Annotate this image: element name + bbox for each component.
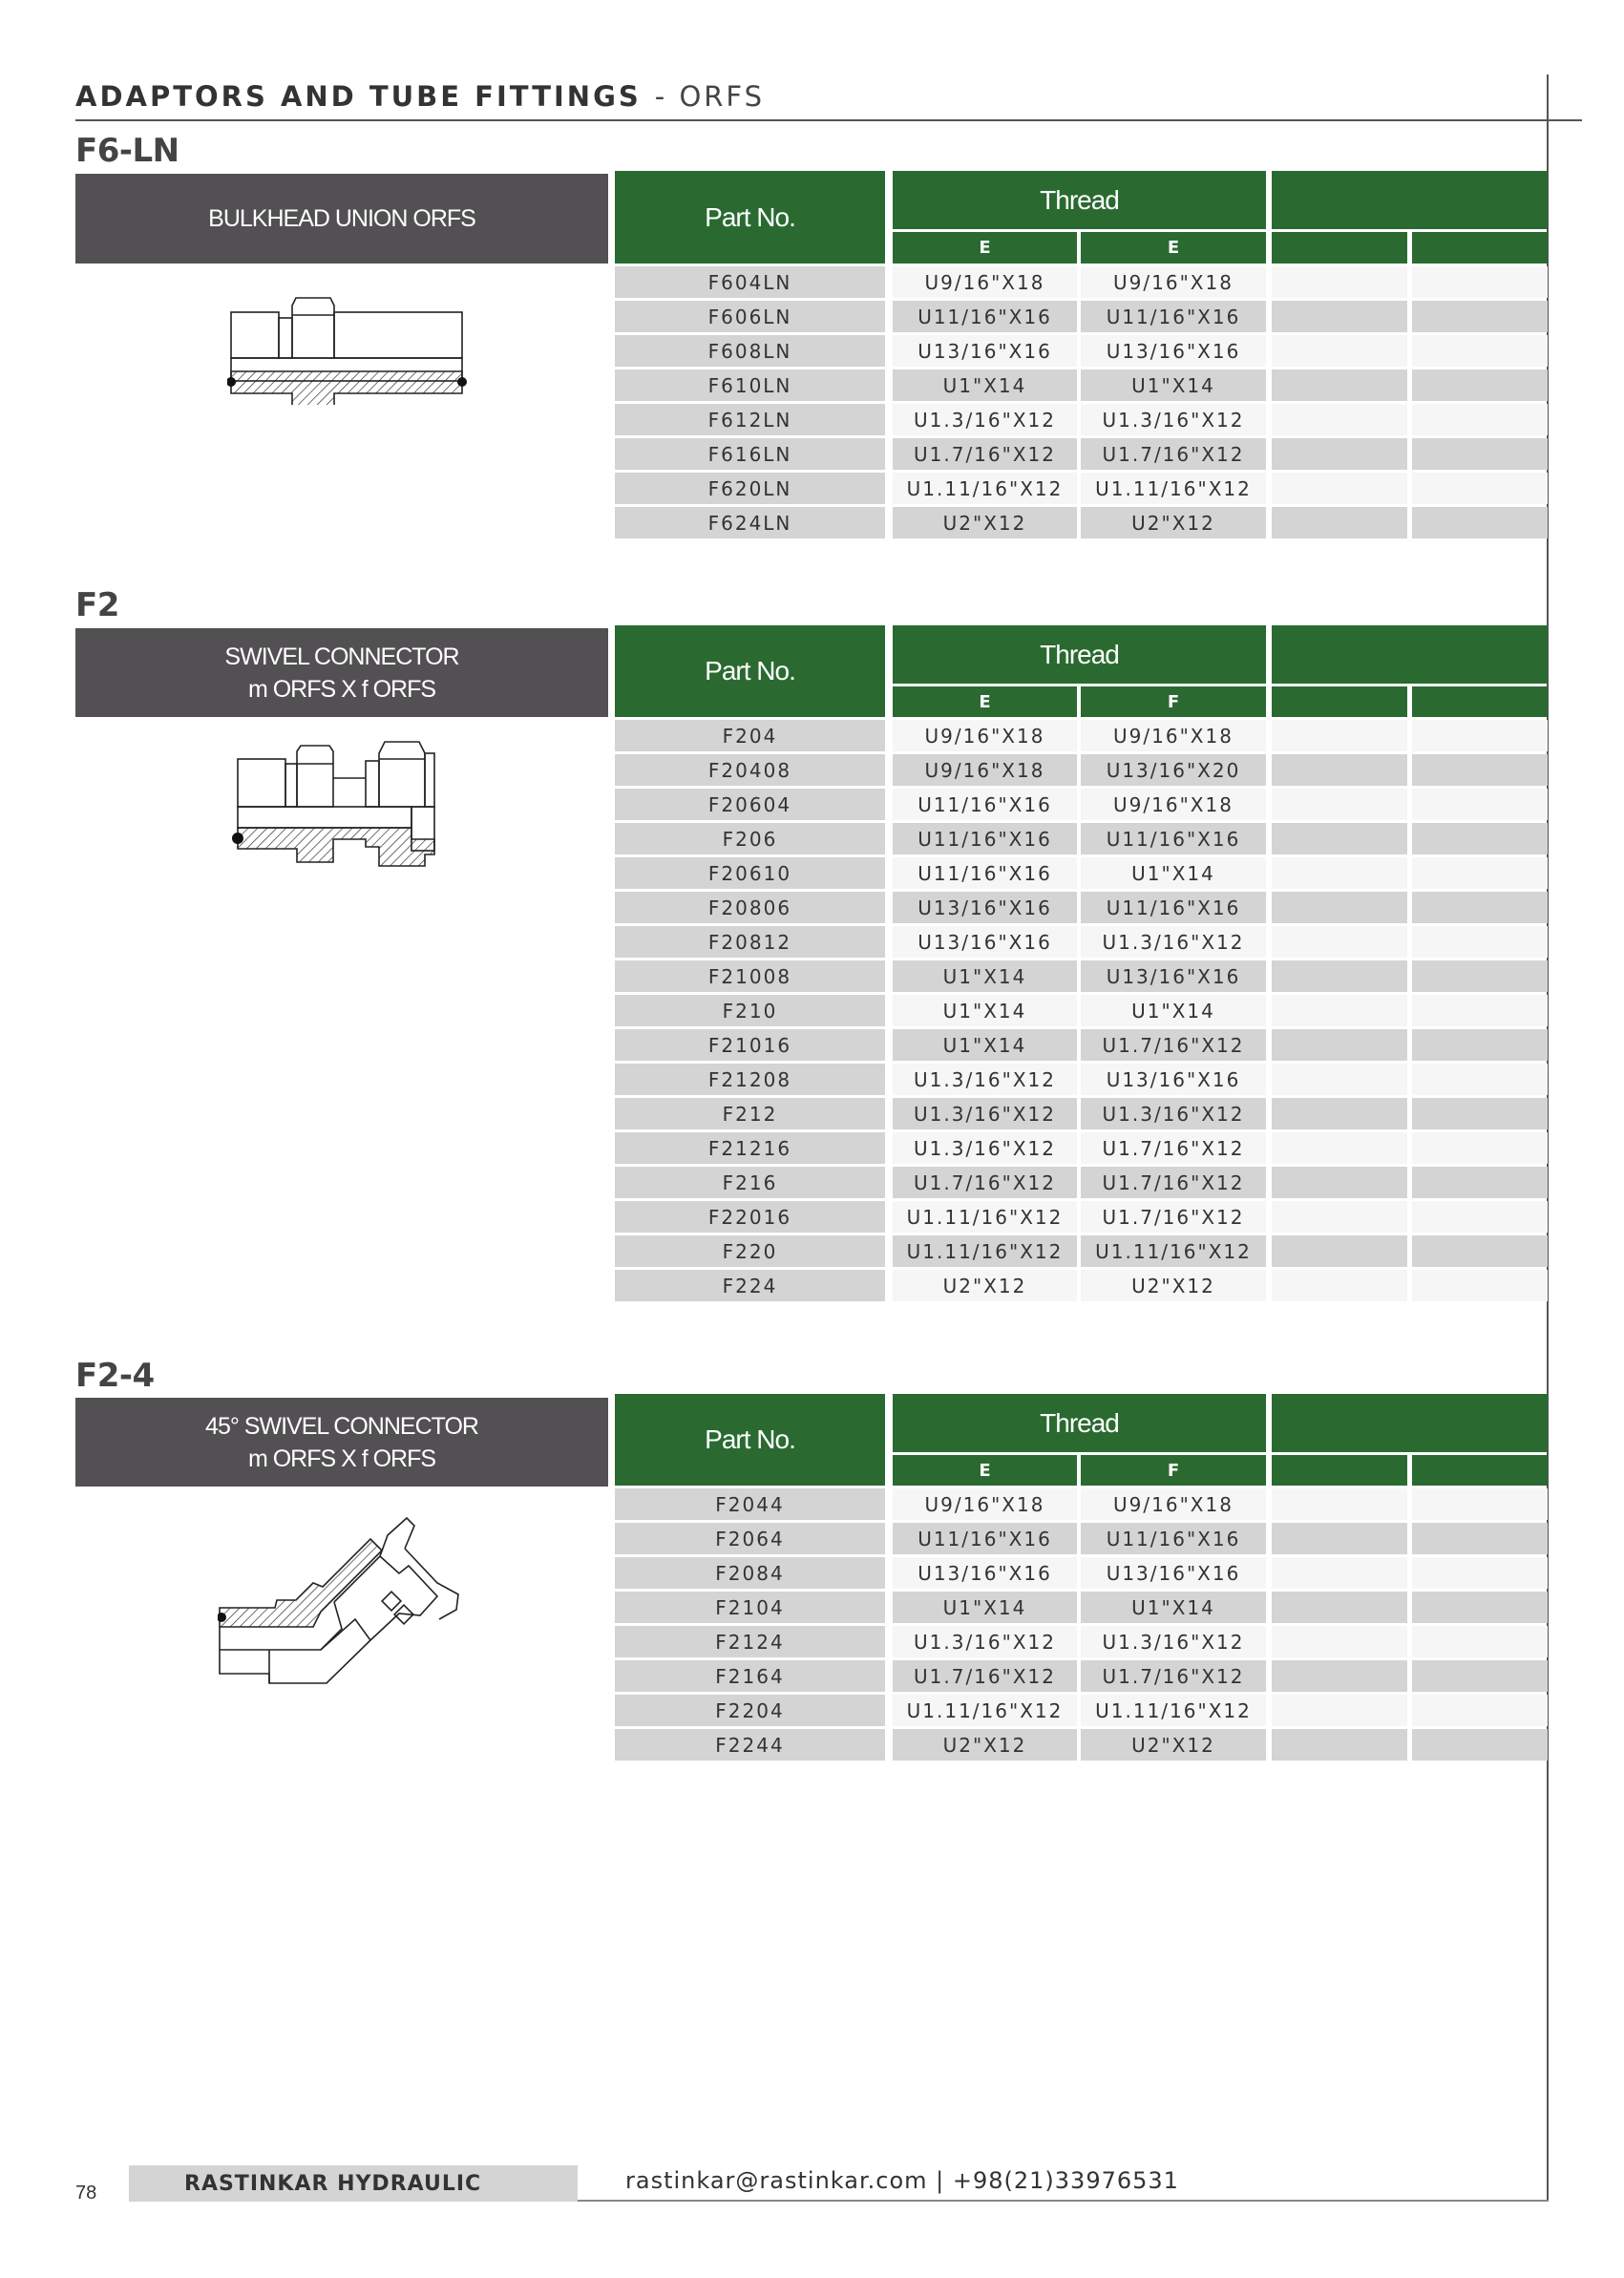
blank-sub-header — [1412, 686, 1548, 717]
table-row — [615, 404, 1548, 435]
table-row — [615, 438, 1548, 470]
thread-f-cell: U2"X12 — [1081, 507, 1266, 538]
table-row — [615, 301, 1548, 332]
part-number-cell: F20806 — [615, 892, 885, 923]
blank-cell — [1412, 1235, 1548, 1267]
blank-cell — [1412, 1557, 1548, 1589]
table-row — [615, 823, 1548, 854]
blank-cell — [1412, 995, 1548, 1026]
thread-e-cell: U13/16"X16 — [893, 926, 1077, 958]
part-number-cell: F620LN — [615, 473, 885, 504]
table-row — [615, 892, 1548, 923]
blank-cell — [1412, 789, 1548, 820]
page-subtitle: - ORFS — [654, 80, 766, 113]
thread-e-cell: U1.7/16"X12 — [893, 1167, 1077, 1198]
blank-cell — [1412, 1695, 1548, 1726]
thread-f-header: F — [1081, 686, 1266, 717]
blank-cell — [1412, 1029, 1548, 1061]
blank-cell — [1272, 1098, 1407, 1129]
thread-e-cell: U9/16"X18 — [893, 754, 1077, 786]
thread-e-cell: U1"X14 — [893, 1592, 1077, 1623]
blank-sub-header — [1272, 1455, 1407, 1486]
blank-cell — [1412, 1098, 1548, 1129]
thread-f-cell: U1.7/16"X12 — [1081, 438, 1266, 470]
blank-cell — [1272, 720, 1407, 751]
table-row — [615, 1592, 1548, 1623]
blank-cell — [1272, 438, 1407, 470]
table-row — [615, 1695, 1548, 1726]
thread-e-cell: U9/16"X18 — [893, 266, 1077, 298]
thread-f-cell: U1.3/16"X12 — [1081, 1626, 1266, 1657]
description-line: 45° SWIVEL CONNECTOR — [205, 1412, 478, 1440]
table-row — [615, 1167, 1548, 1198]
blank-cell — [1412, 1201, 1548, 1233]
part-number-cell: F20408 — [615, 754, 885, 786]
blank-cell — [1412, 1167, 1548, 1198]
table-row — [615, 754, 1548, 786]
blank-cell — [1412, 960, 1548, 992]
blank-cell — [1272, 823, 1407, 854]
section-title: F2 — [75, 586, 119, 624]
thread-e-cell: U1.11/16"X12 — [893, 473, 1077, 504]
blank-cell — [1272, 1270, 1407, 1301]
blank-cell — [1412, 1592, 1548, 1623]
thread-f-cell: U2"X12 — [1081, 1729, 1266, 1761]
blank-group-header — [1272, 171, 1548, 229]
thread-e-cell: U2"X12 — [893, 1270, 1077, 1301]
part-number-cell: F2104 — [615, 1592, 885, 1623]
thread-e-header: E — [893, 686, 1077, 717]
blank-cell — [1272, 1029, 1407, 1061]
blank-cell — [1412, 438, 1548, 470]
thread-e-cell: U13/16"X16 — [893, 1557, 1077, 1589]
blank-cell — [1272, 335, 1407, 367]
description-line: BULKHEAD UNION ORFS — [208, 205, 475, 232]
part-number-cell: F612LN — [615, 404, 885, 435]
page-number: 78 — [75, 2183, 97, 2204]
blank-cell — [1272, 1592, 1407, 1623]
blank-cell — [1272, 1132, 1407, 1164]
section-title: F2-4 — [75, 1357, 155, 1395]
blank-cell — [1272, 266, 1407, 298]
thread-e-header: E — [893, 232, 1077, 264]
part-number-cell: F2244 — [615, 1729, 885, 1761]
table-row — [615, 1201, 1548, 1233]
thread-f-cell: U1.7/16"X12 — [1081, 1132, 1266, 1164]
section-description — [75, 174, 608, 264]
thread-e-cell: U1"X14 — [893, 960, 1077, 992]
part-number-cell: F224 — [615, 1270, 885, 1301]
blank-cell — [1272, 926, 1407, 958]
part-number-cell: F204 — [615, 720, 885, 751]
thread-e-cell: U1.11/16"X12 — [893, 1201, 1077, 1233]
part-number-cell: F216 — [615, 1167, 885, 1198]
blank-cell — [1272, 404, 1407, 435]
thread-f-cell: U1.7/16"X12 — [1081, 1201, 1266, 1233]
table-row — [615, 1064, 1548, 1095]
thread-f-cell: U9/16"X18 — [1081, 789, 1266, 820]
blank-cell — [1272, 892, 1407, 923]
section-description — [75, 1398, 608, 1487]
blank-cell — [1412, 266, 1548, 298]
thread-header: Thread — [893, 625, 1266, 684]
blank-cell — [1412, 473, 1548, 504]
header-divider — [75, 119, 1582, 121]
table-row — [615, 1626, 1548, 1657]
swivel-connector-drawing-icon — [232, 740, 453, 868]
bulkhead-union-drawing-icon — [227, 286, 468, 405]
blank-cell — [1412, 1270, 1548, 1301]
footer-contact: rastinkar@rastinkar.com | +98(21)33976531 — [625, 2167, 1179, 2194]
part-no-header: Part No. — [615, 171, 885, 264]
blank-group-header — [1272, 1394, 1548, 1452]
blank-cell — [1412, 1523, 1548, 1554]
blank-cell — [1272, 1729, 1407, 1761]
thread-e-cell: U1"X14 — [893, 369, 1077, 401]
part-no-header: Part No. — [615, 1394, 885, 1486]
thread-f-cell: U9/16"X18 — [1081, 266, 1266, 298]
table-row — [615, 857, 1548, 889]
part-number-cell: F220 — [615, 1235, 885, 1267]
thread-f-cell: U9/16"X18 — [1081, 720, 1266, 751]
blank-cell — [1412, 1488, 1548, 1520]
table-row — [615, 1488, 1548, 1520]
blank-group-header — [1272, 625, 1548, 684]
blank-cell — [1272, 754, 1407, 786]
part-number-cell: F206 — [615, 823, 885, 854]
page-title: ADAPTORS AND TUBE FITTINGS — [75, 80, 642, 113]
blank-cell — [1412, 404, 1548, 435]
thread-e-cell: U1.3/16"X12 — [893, 1132, 1077, 1164]
thread-e-cell: U1.11/16"X12 — [893, 1235, 1077, 1267]
part-number-cell: F20604 — [615, 789, 885, 820]
table-row — [615, 266, 1548, 298]
description-line: m ORFS X f ORFS — [247, 1445, 436, 1472]
thread-f-cell: U11/16"X16 — [1081, 1523, 1266, 1554]
thread-f-cell: U1.11/16"X12 — [1081, 1695, 1266, 1726]
blank-cell — [1412, 507, 1548, 538]
thread-e-cell: U1.7/16"X12 — [893, 438, 1077, 470]
thread-e-cell: U2"X12 — [893, 507, 1077, 538]
section-title: F6-LN — [75, 132, 179, 170]
thread-header: Thread — [893, 171, 1266, 229]
thread-f-cell: U13/16"X20 — [1081, 754, 1266, 786]
table-row — [615, 1729, 1548, 1761]
blank-cell — [1272, 301, 1407, 332]
thread-e-cell: U11/16"X16 — [893, 789, 1077, 820]
thread-f-cell: U1.11/16"X12 — [1081, 1235, 1266, 1267]
part-number-cell: F210 — [615, 995, 885, 1026]
part-number-cell: F604LN — [615, 266, 885, 298]
blank-cell — [1272, 1167, 1407, 1198]
thread-f-cell: U13/16"X16 — [1081, 1064, 1266, 1095]
thread-f-cell: U2"X12 — [1081, 1270, 1266, 1301]
thread-f-header: F — [1081, 1455, 1266, 1486]
thread-f-header: E — [1081, 232, 1266, 264]
thread-e-cell: U2"X12 — [893, 1729, 1077, 1761]
thread-f-cell: U1.11/16"X12 — [1081, 473, 1266, 504]
blank-sub-header — [1272, 232, 1407, 264]
thread-f-cell: U11/16"X16 — [1081, 301, 1266, 332]
thread-e-cell: U11/16"X16 — [893, 823, 1077, 854]
part-number-cell: F610LN — [615, 369, 885, 401]
table-row — [615, 1098, 1548, 1129]
part-number-cell: F2044 — [615, 1488, 885, 1520]
part-number-cell: F2084 — [615, 1557, 885, 1589]
thread-f-cell: U1.3/16"X12 — [1081, 404, 1266, 435]
blank-cell — [1272, 1235, 1407, 1267]
table-row — [615, 995, 1548, 1026]
table-row — [615, 1523, 1548, 1554]
blank-cell — [1272, 369, 1407, 401]
table-row — [615, 507, 1548, 538]
45-degree-swivel-connector-drawing-icon — [218, 1507, 462, 1688]
thread-f-cell: U1"X14 — [1081, 369, 1266, 401]
table-row — [615, 473, 1548, 504]
thread-e-cell: U13/16"X16 — [893, 892, 1077, 923]
thread-header: Thread — [893, 1394, 1266, 1452]
part-number-cell: F2124 — [615, 1626, 885, 1657]
blank-cell — [1412, 369, 1548, 401]
thread-f-cell: U1.3/16"X12 — [1081, 926, 1266, 958]
description-line: m ORFS X f ORFS — [247, 675, 436, 703]
blank-sub-header — [1412, 232, 1548, 264]
thread-e-cell: U11/16"X16 — [893, 301, 1077, 332]
thread-f-cell: U13/16"X16 — [1081, 1557, 1266, 1589]
brand-name: RASTINKAR HYDRAULIC — [184, 2171, 482, 2196]
blank-cell — [1412, 301, 1548, 332]
blank-sub-header — [1272, 686, 1407, 717]
thread-f-cell: U1"X14 — [1081, 1592, 1266, 1623]
thread-e-cell: U9/16"X18 — [893, 720, 1077, 751]
blank-cell — [1272, 1695, 1407, 1726]
part-number-cell: F2064 — [615, 1523, 885, 1554]
thread-f-cell: U13/16"X16 — [1081, 960, 1266, 992]
part-number-cell: F212 — [615, 1098, 885, 1129]
part-number-cell: F20812 — [615, 926, 885, 958]
blank-cell — [1412, 857, 1548, 889]
part-number-cell: F616LN — [615, 438, 885, 470]
part-number-cell: F2204 — [615, 1695, 885, 1726]
thread-f-cell: U1.3/16"X12 — [1081, 1098, 1266, 1129]
blank-cell — [1412, 823, 1548, 854]
part-number-cell: F608LN — [615, 335, 885, 367]
section-description — [75, 628, 608, 717]
blank-cell — [1272, 1557, 1407, 1589]
table-row — [615, 369, 1548, 401]
thread-e-cell: U1.11/16"X12 — [893, 1695, 1077, 1726]
part-number-cell: F2164 — [615, 1660, 885, 1692]
part-number-cell: F624LN — [615, 507, 885, 538]
thread-f-cell: U9/16"X18 — [1081, 1488, 1266, 1520]
blank-cell — [1272, 1064, 1407, 1095]
blank-cell — [1272, 960, 1407, 992]
thread-e-cell: U1.3/16"X12 — [893, 1064, 1077, 1095]
blank-cell — [1272, 1660, 1407, 1692]
blank-cell — [1412, 1729, 1548, 1761]
table-row — [615, 720, 1548, 751]
table-row — [615, 960, 1548, 992]
thread-f-cell: U1"X14 — [1081, 857, 1266, 889]
part-number-cell: F21216 — [615, 1132, 885, 1164]
footer-brand — [129, 2165, 578, 2202]
table-row — [615, 335, 1548, 367]
thread-e-cell: U1.7/16"X12 — [893, 1660, 1077, 1692]
description-line: SWIVEL CONNECTOR — [224, 643, 459, 670]
blank-cell — [1412, 1064, 1548, 1095]
blank-cell — [1412, 926, 1548, 958]
blank-cell — [1272, 473, 1407, 504]
thread-e-header: E — [893, 1455, 1077, 1486]
blank-cell — [1412, 892, 1548, 923]
table-row — [615, 1132, 1548, 1164]
thread-f-cell: U1"X14 — [1081, 995, 1266, 1026]
blank-cell — [1272, 507, 1407, 538]
table-row — [615, 926, 1548, 958]
thread-e-cell: U1.3/16"X12 — [893, 1626, 1077, 1657]
part-number-cell: F21016 — [615, 1029, 885, 1061]
thread-f-cell: U13/16"X16 — [1081, 335, 1266, 367]
part-number-cell: F606LN — [615, 301, 885, 332]
blank-cell — [1412, 754, 1548, 786]
part-number-cell: F20610 — [615, 857, 885, 889]
thread-e-cell: U9/16"X18 — [893, 1488, 1077, 1520]
part-number-cell: F21208 — [615, 1064, 885, 1095]
table-row — [615, 1235, 1548, 1267]
thread-f-cell: U1.7/16"X12 — [1081, 1029, 1266, 1061]
thread-f-cell: U1.7/16"X12 — [1081, 1660, 1266, 1692]
thread-e-cell: U1"X14 — [893, 1029, 1077, 1061]
thread-f-cell: U11/16"X16 — [1081, 823, 1266, 854]
blank-cell — [1412, 1132, 1548, 1164]
table-row — [615, 1660, 1548, 1692]
blank-sub-header — [1412, 1455, 1548, 1486]
thread-e-cell: U13/16"X16 — [893, 335, 1077, 367]
thread-e-cell: U11/16"X16 — [893, 857, 1077, 889]
part-no-header: Part No. — [615, 625, 885, 717]
blank-cell — [1272, 1488, 1407, 1520]
thread-e-cell: U1.3/16"X12 — [893, 404, 1077, 435]
footer-divider — [578, 2200, 1549, 2202]
blank-cell — [1272, 1523, 1407, 1554]
thread-f-cell: U11/16"X16 — [1081, 892, 1266, 923]
table-row — [615, 789, 1548, 820]
blank-cell — [1412, 720, 1548, 751]
blank-cell — [1272, 857, 1407, 889]
blank-cell — [1412, 1660, 1548, 1692]
table-row — [615, 1270, 1548, 1301]
blank-cell — [1272, 1201, 1407, 1233]
part-number-cell: F21008 — [615, 960, 885, 992]
blank-cell — [1272, 789, 1407, 820]
thread-e-cell: U11/16"X16 — [893, 1523, 1077, 1554]
blank-cell — [1412, 335, 1548, 367]
thread-e-cell: U1"X14 — [893, 995, 1077, 1026]
table-row — [615, 1557, 1548, 1589]
blank-cell — [1272, 1626, 1407, 1657]
part-number-cell: F22016 — [615, 1201, 885, 1233]
blank-cell — [1412, 1626, 1548, 1657]
thread-f-cell: U1.7/16"X12 — [1081, 1167, 1266, 1198]
page-header — [75, 80, 765, 113]
thread-e-cell: U1.3/16"X12 — [893, 1098, 1077, 1129]
table-row — [615, 1029, 1548, 1061]
blank-cell — [1272, 995, 1407, 1026]
